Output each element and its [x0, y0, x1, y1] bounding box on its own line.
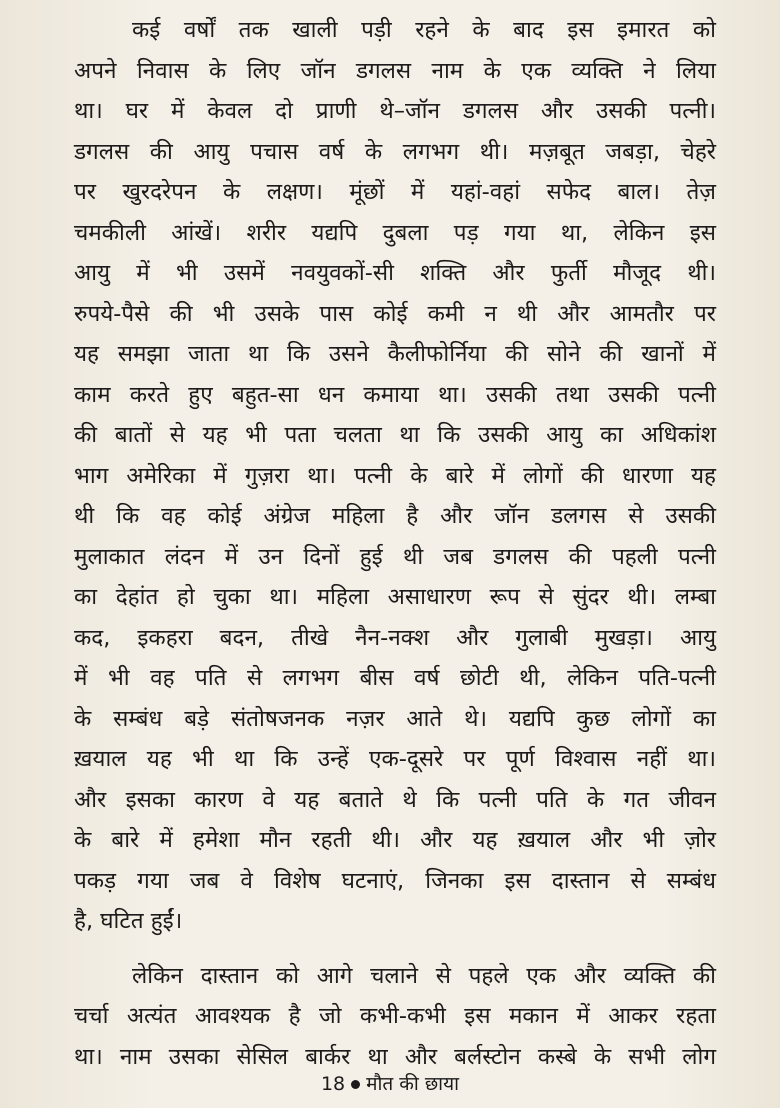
- text-line: की बातों से यह भी पता चलता था कि उसकी आयु का अधिकांश: [74, 422, 716, 448]
- text-line: काम करते हुए बहुत-सा धन कमाया था। उसकी तथा उसकी पत्नी: [74, 381, 716, 408]
- text-line: थी कि वह कोई अंग्रेज महिला है और जॉन डलगस से उसकी: [74, 503, 716, 529]
- text-line: के सम्बंध बड़े संतोषजनक नज़र आते थे। यद्यपि कुछ लोगों का: [74, 705, 716, 732]
- paragraph-1: [74, 10, 716, 942]
- text-line: पकड़ गया जब वे विशेष घटनाएं, जिनका इस दास्तान से सम्बंध: [74, 867, 716, 894]
- book-title: मौत की छाया: [366, 1073, 460, 1095]
- text-line: के बारे में हमेशा मौन रहती थी। और यह ख़याल और भी ज़ोर: [74, 827, 716, 853]
- text-line: में भी वह पति से लगभग बीस वर्ष छोटी थी, लेकिन पति-पत्नी: [74, 665, 716, 691]
- text-line: भाग अमेरिका में गुज़रा था। पत्नी के बारे में लोगों की धारणा यह: [74, 462, 716, 489]
- text-line: था। घर में केवल दो प्राणी थे–जॉन डगलस और उसकी पत्नी।: [74, 98, 716, 124]
- page-number: 18: [320, 1073, 346, 1095]
- paragraph-gap: [74, 942, 716, 956]
- text-line: का देहांत हो चुका था। महिला असाधारण रूप से सुंदर थी। लम्बा: [74, 584, 716, 610]
- text-line: चर्चा अत्यंत आवश्यक है जो कभी-कभी इस मकान में आकर रहता: [74, 1003, 716, 1029]
- page-footer: [0, 1070, 780, 1096]
- text-line: रुपये-पैसे की भी उसके पास कोई कमी न थी और आमतौर पर: [74, 300, 716, 327]
- text-line: यह समझा जाता था कि उसने कैलीफोर्निया की सोने की खानों में: [74, 341, 716, 367]
- bullet-dot-icon: [351, 1080, 360, 1089]
- text-line: कई वर्षों तक खाली पड़ी रहने के बाद इस इमारत को: [132, 17, 716, 43]
- paragraph-2: [74, 956, 716, 1078]
- text-line: आयु में भी उसमें नवयुवकों-सी शक्ति और फुर्ती मौजूद थी।: [74, 260, 716, 286]
- text-line: लेकिन दास्तान को आगे चलाने से पहले एक और व्यक्ति की: [132, 962, 716, 989]
- text-line: पर खुरदरेपन के लक्षण। मूंछों में यहां-वहां सफेद बाल। तेज़: [74, 179, 716, 205]
- text-line: मुलाकात लंदन में उन दिनों हुई थी जब डगलस की पहली पत्नी: [74, 543, 716, 570]
- text-line: अपने निवास के लिए जॉन डगलस नाम के एक व्यक्ति ने लिया: [74, 57, 716, 84]
- text-line: और इसका कारण वे यह बताते थे कि पत्नी पति के गत जीवन: [74, 786, 716, 813]
- text-line: कद, इकहरा बदन, तीखे नैन-नक्श और गुलाबी मुखड़ा। आयु: [74, 624, 716, 651]
- text-line: डगलस की आयु पचास वर्ष के लगभग थी। मज़बूत जबड़ा, चेहरे: [74, 138, 716, 165]
- text-line: चमकीली आंखें। शरीर यद्यपि दुबला पड़ गया था, लेकिन इस: [74, 219, 716, 246]
- text-line: है, घटित हुईं।: [74, 908, 183, 934]
- text-line: ख़याल यह भी था कि उन्हें एक-दूसरे पर पूर्ण विश्वास नहीं था।: [74, 746, 716, 772]
- text-block: [74, 10, 716, 1077]
- text-line: था। नाम उसका सेसिल बार्कर था और बर्लस्टोन कस्बे के सभी लोग: [74, 1043, 716, 1070]
